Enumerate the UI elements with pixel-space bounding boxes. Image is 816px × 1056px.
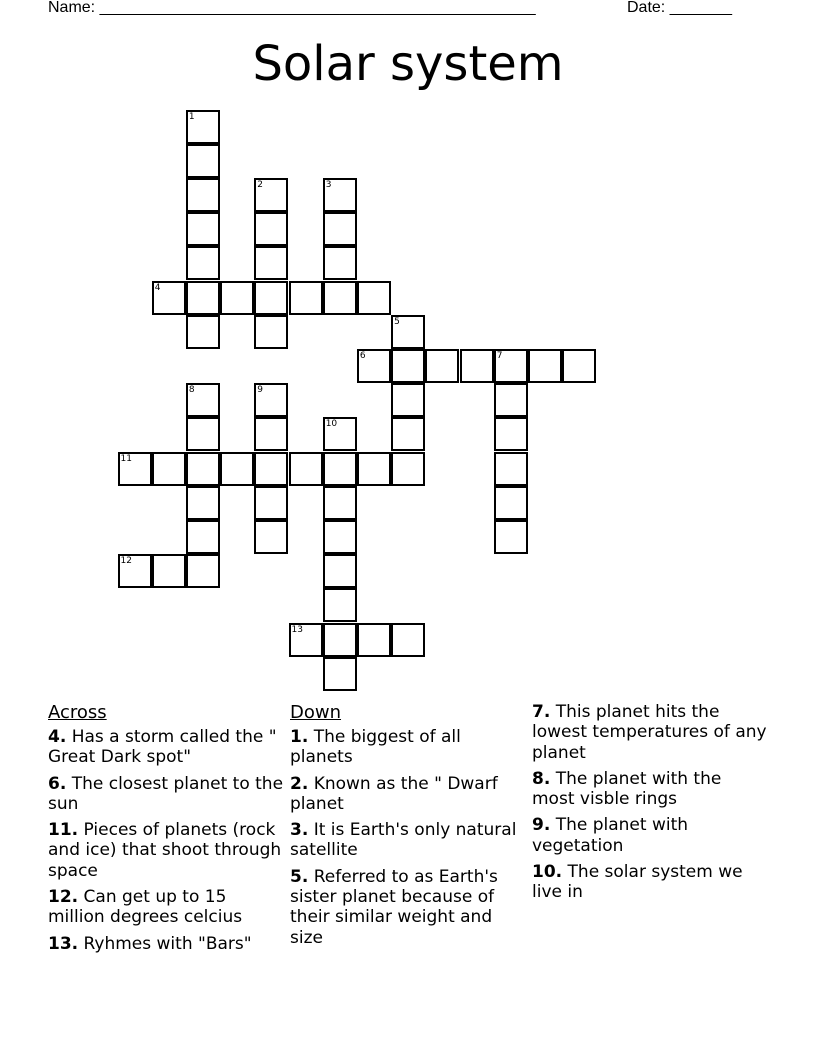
clue-number-label: 10 (325, 419, 338, 430)
clue-text: Referred to as Earth's sister planet because of their similar weight and size (290, 866, 498, 948)
page-title: Solar system (252, 36, 564, 92)
clue-text: It is Earth's only natural satellite (290, 820, 517, 861)
crossword-cell[interactable] (186, 520, 220, 554)
clue-text: Ryhmes with "Bars" (83, 933, 252, 954)
crossword-cell[interactable] (289, 281, 323, 315)
crossword-cell[interactable] (357, 281, 391, 315)
crossword-cell[interactable] (323, 520, 357, 554)
crossword-cell[interactable] (323, 417, 357, 451)
clue-number: 11. (48, 820, 79, 841)
clue-text: This planet hits the lowest temperatures of any planet (532, 702, 767, 763)
clue-text: The planet with vegetation (532, 815, 689, 856)
crossword-cell[interactable] (186, 212, 220, 246)
crossword-cell[interactable] (186, 281, 220, 315)
crossword-cell[interactable] (323, 246, 357, 280)
clue-across-12 (48, 887, 284, 928)
crossword-cell[interactable] (391, 349, 425, 383)
clue-number: 12. (48, 887, 79, 908)
crossword-cell[interactable] (254, 417, 288, 451)
crossword-cell[interactable] (254, 281, 288, 315)
crossword-cell[interactable] (323, 657, 357, 691)
down-clues (290, 702, 526, 954)
crossword-cell[interactable] (323, 178, 357, 212)
clue-number-label: 12 (120, 556, 132, 567)
crossword-cell[interactable] (494, 520, 528, 554)
clue-number-label: 6 (359, 350, 366, 361)
clue-number: 6. (48, 773, 67, 794)
clue-text: Known as the " Dwarf planet (290, 773, 498, 814)
clue-number: 1. (290, 727, 309, 747)
crossword-cell[interactable] (152, 554, 186, 588)
clue-text: Pieces of planets (rock and ice) that shoot through space (48, 820, 282, 881)
clue-number: 13. (48, 933, 79, 954)
clue-across-13 (48, 934, 284, 954)
clue-number-label: 9 (257, 385, 264, 396)
crossword-cell[interactable] (118, 554, 152, 588)
crossword-cell[interactable] (323, 452, 357, 486)
clue-number-label: 3 (325, 179, 332, 190)
clue-text: Has a storm called the " Great Dark spot" (48, 727, 277, 768)
clue-number: 9. (532, 815, 551, 836)
clue-number-label: 7 (496, 350, 503, 361)
clue-down-5 (290, 867, 526, 948)
crossword-cell[interactable] (254, 315, 288, 349)
crossword-cell[interactable] (152, 281, 186, 315)
clue-down-3 (290, 820, 526, 861)
across-clues (48, 702, 284, 960)
down-clues-continued (532, 702, 768, 909)
crossword-cell[interactable] (254, 246, 288, 280)
crossword-cell[interactable] (494, 417, 528, 451)
crossword-cell[interactable] (220, 452, 254, 486)
clue-number-label: 1 (188, 111, 195, 122)
clue-text: The planet with the most visble rings (532, 768, 722, 810)
clue-number-label: 2 (257, 179, 264, 190)
crossword-cell[interactable] (254, 452, 288, 486)
crossword-cell[interactable] (391, 315, 425, 349)
crossword-cell[interactable] (323, 623, 357, 657)
clue-number: 3. (290, 820, 309, 841)
crossword-cell[interactable] (357, 349, 391, 383)
crossword-cell[interactable] (494, 383, 528, 417)
clue-down-8 (532, 769, 768, 810)
crossword-cell[interactable] (186, 110, 220, 144)
clue-number: 2. (290, 773, 309, 794)
crossword-cell[interactable] (254, 486, 288, 520)
crossword-cell[interactable] (562, 349, 596, 383)
crossword-cell[interactable] (186, 178, 220, 212)
name-field[interactable]: Name: _________________________________________________ (48, 0, 536, 16)
crossword-cell[interactable] (323, 212, 357, 246)
crossword-cell[interactable] (460, 349, 494, 383)
clue-text: The closest planet to the sun (48, 773, 284, 814)
crossword-cell[interactable] (289, 623, 323, 657)
crossword-cell[interactable] (494, 452, 528, 486)
clue-down-10 (532, 862, 768, 903)
crossword-cell[interactable] (152, 452, 186, 486)
crossword-cell[interactable] (357, 452, 391, 486)
crossword-cell[interactable] (186, 554, 220, 588)
crossword-cell[interactable] (494, 486, 528, 520)
crossword-cell[interactable] (323, 588, 357, 622)
clue-number: 7. (532, 702, 551, 722)
clue-number-label: 11 (120, 453, 132, 464)
crossword-cell[interactable] (391, 417, 425, 451)
crossword-cell[interactable] (186, 417, 220, 451)
clue-text: The solar system we live in (532, 862, 743, 903)
clue-across-11 (48, 820, 284, 881)
clue-number: 5. (290, 866, 309, 887)
clue-number: 4. (48, 727, 67, 747)
crossword-cell[interactable] (357, 623, 391, 657)
crossword-cell[interactable] (186, 383, 220, 417)
crossword-cell[interactable] (323, 554, 357, 588)
clue-down-2 (290, 774, 526, 815)
crossword-cell[interactable] (254, 178, 288, 212)
crossword-cell[interactable] (289, 452, 323, 486)
clue-number-label: 5 (394, 316, 400, 327)
crossword-cell[interactable] (118, 452, 152, 486)
crossword-cell[interactable] (425, 349, 459, 383)
crossword-cell[interactable] (528, 349, 562, 383)
clue-text: Can get up to 15 million degrees celcius (48, 887, 243, 928)
clue-down-7 (532, 702, 768, 763)
crossword-cell[interactable] (186, 486, 220, 520)
down-heading: Down (290, 702, 342, 723)
date-field[interactable]: Date: _______ (627, 0, 732, 16)
clue-number: 10. (532, 862, 563, 883)
crossword-cell[interactable] (254, 520, 288, 554)
clue-across-6 (48, 774, 284, 815)
crossword-cell[interactable] (494, 349, 528, 383)
crossword-cell[interactable] (186, 452, 220, 486)
crossword-cell[interactable] (323, 486, 357, 520)
clue-number-label: 8 (188, 385, 195, 396)
clue-number: 8. (532, 768, 551, 789)
crossword-cell[interactable] (391, 383, 425, 417)
clue-across-4 (48, 727, 284, 768)
clue-down-9 (532, 815, 768, 856)
crossword-cell[interactable] (254, 383, 288, 417)
crossword-cell[interactable] (186, 144, 220, 178)
crossword-cell[interactable] (220, 281, 254, 315)
clue-down-1 (290, 727, 526, 768)
clue-number-label: 4 (154, 282, 161, 293)
clue-number-label: 13 (291, 624, 303, 635)
crossword-cell[interactable] (391, 452, 425, 486)
clue-text: The biggest of all planets (290, 727, 461, 768)
crossword-cell[interactable] (254, 212, 288, 246)
crossword-cell[interactable] (186, 315, 220, 349)
across-heading: Across (48, 702, 107, 723)
crossword-cell[interactable] (186, 246, 220, 280)
crossword-cell[interactable] (391, 623, 425, 657)
crossword-cell[interactable] (323, 281, 357, 315)
